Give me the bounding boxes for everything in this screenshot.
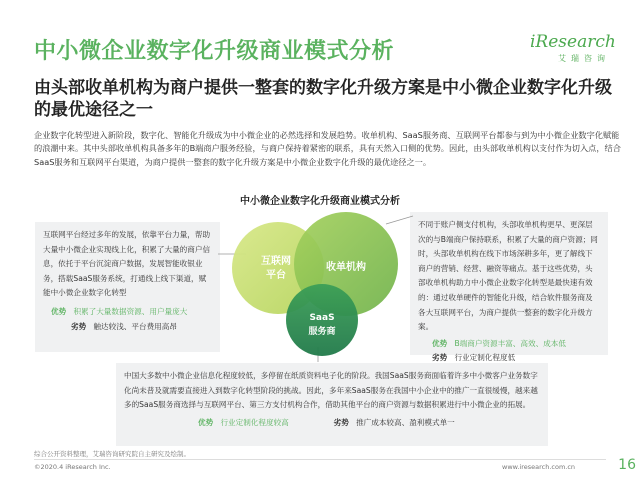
circle-label-internet-2: 平台 xyxy=(266,270,286,281)
copyright: ©2020.4 iResearch Inc. xyxy=(34,463,111,471)
section-title: 中小微企业数字化升级商业模式分析 xyxy=(240,196,400,207)
acquirer-description: 不同于账户侧支付机构，头部收单机构更早、更深层次的与B端商户保持联系，积累了大量的商户资源；同时，头部收单机构在线下市场深耕多年，更了解线下商户的营销、经营、融资等痛点。基于这些优势，头部收单机构助力中小微企业数字化转型是最快速有效的：通过收单硬件的智能化升级，结合软件服务商及各大互联网平台，为商户提供一整套的数字化升级方案。 xyxy=(418,220,598,332)
cons-text: 触达较浅、平台费用高昂 xyxy=(93,321,177,331)
circle-label-saas-2: 服务商 xyxy=(308,327,336,337)
internet-platform-box xyxy=(35,222,220,352)
cons-label: 劣势 xyxy=(333,417,349,427)
connector-right xyxy=(386,216,413,224)
pros-label: 优势 xyxy=(51,306,67,316)
source-footnote: 综合公开资料整理，艾瑞咨询研究院自主研究及绘制。 xyxy=(34,450,190,458)
circle-label-acquirer: 收单机构 xyxy=(326,262,366,273)
intro-paragraph: 企业数字化转型进入新阶段，数字化、智能化升级成为中小微企业的必然选择和发展趋势。收单机构、SaaS服务商、互联网平台都参与到为中小微企业数字化赋能的浪潮中来。其中头部收单机构具备多年的B端商户服务经验，与商户保持着紧密的联系，具有天然入口侧的优势。因此，由头部收单机构以支付作为切入点，结合SaaS服务和互联网平台渠道，为商户提供一整套的数字化升级方案是中小微企业数字化升级的最优途径之一。 xyxy=(34,130,621,167)
cons-text: 推广成本较高、盈利模式单一 xyxy=(356,417,455,427)
internet-platform-description: 互联网平台经过多年的发展，依靠平台力量，帮助大量中小微企业实现线上化，积累了大量的商户信息，依托于平台沉淀商户数据，发展智能收银业务，搭载SaaS服务系统，打通线上线下渠道，赋能中小微企业数字化转型 xyxy=(43,230,211,298)
cons-label: 劣势 xyxy=(71,321,87,331)
pros-text: 行业定制化程度较高 xyxy=(220,417,289,427)
logo-tagline: 艾瑞咨询 xyxy=(558,54,610,63)
acquirer-box xyxy=(410,212,608,363)
page-title: 中小微企业数字化升级商业模式分析 xyxy=(34,39,395,64)
website-url: www.iresearch.com.cn xyxy=(502,463,576,471)
iresearch-logo xyxy=(530,32,616,64)
saas-box xyxy=(116,363,548,446)
logo-brand: iResearch xyxy=(530,32,616,52)
subtitle: 由头部收单机构为商户提供一整套的数字化升级方案是中小微企业数字化升级的最优途径之一 xyxy=(34,78,612,120)
page-number: 16 xyxy=(618,457,636,473)
circle-label-internet-1: 互联网 xyxy=(261,256,291,267)
pros-text: 积累了大量数据资源、用户量庞大 xyxy=(73,306,188,316)
circle-label-saas-1: SaaS xyxy=(309,313,335,323)
cons-text: 行业定制化程度低 xyxy=(454,353,516,363)
footer-divider xyxy=(34,459,606,460)
pros-label: 优势 xyxy=(432,338,448,348)
venn-diagram xyxy=(218,202,418,362)
saas-description: 中国大多数中小微企业信息化程度较低，多停留在纸质资料电子化的阶段。我国SaaS服务商面临着许多中小微客户业务数字化尚未普及就需要直接进入到数字化转型阶段的挑战。因此，多年来SaaS服务在我国中小企业中的推广一直很缓慢，越来越多的SaaS服务商选择与互联网平台、第三方支付机构合作，借助其他平台的商户资源与数据积累进行中小微企业的拓展。 xyxy=(124,371,538,410)
pros-text: B端商户资源丰富、高效、成本低 xyxy=(454,338,566,348)
pros-label: 优势 xyxy=(198,417,214,427)
cons-label: 劣势 xyxy=(432,353,448,363)
